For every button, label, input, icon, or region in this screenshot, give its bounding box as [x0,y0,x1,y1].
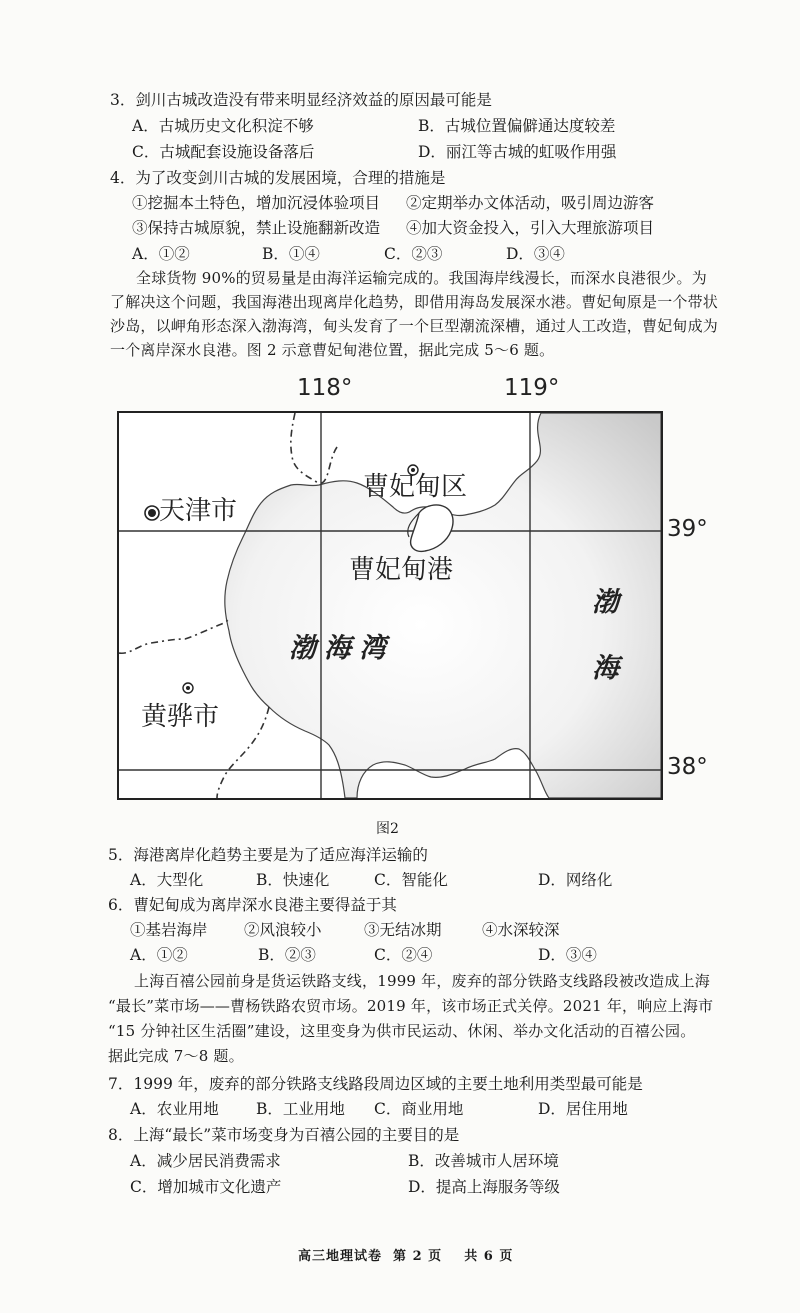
passage-2-line: “15 分钟社区生活圈”建设，这里变身为供市民运动、休闲、举办文化活动的百禧公园。 [108,1022,696,1040]
q8-option-d: D．提高上海服务等级 [408,1178,560,1196]
q4-option-a: A．①② [132,245,190,263]
q6-statement-4: ④水深较深 [482,921,560,939]
q8-option-b: B．改善城市人居环境 [408,1152,559,1170]
question-6-stem: 6．曹妃甸成为离岸深水良港主要得益于其 [108,896,397,914]
longitude-119-label: 119° [504,375,560,401]
longitude-118-label: 118° [297,375,353,401]
bohai-label-char-1: 渤 [592,587,619,618]
tianjin-city-symbol [145,506,159,520]
q6-option-b: B．②③ [258,946,316,964]
map-drawing [119,413,661,798]
passage-2-line: 上海百禧公园前身是货运铁路支线，1999 年，废弃的部分铁路支线路段被改造成上海 [134,972,710,990]
q3-option-c: C．古城配套设施设备落后 [132,143,315,161]
q4-option-d: D．③④ [506,245,565,263]
latitude-39-label: 39° [667,516,708,542]
q6-statement-3: ③无结冰期 [364,921,442,939]
q7-option-c: C．商业用地 [374,1100,464,1118]
question-7-stem: 7．1999 年，废弃的部分铁路支线路段周边区域的主要土地利用类型最可能是 [108,1075,643,1093]
question-3-stem: 3．剑川古城改造没有带来明显经济效益的原因最可能是 [110,91,492,109]
huanghua-label: 黄骅市 [141,702,220,732]
q8-option-c: C．增加城市文化遗产 [130,1178,282,1196]
q6-option-d: D．③④ [538,946,597,964]
q4-statement-1: ①挖掘本土特色，增加沉浸体验项目 [132,194,381,212]
q4-statement-4: ④加大资金投入，引入大理旅游项目 [406,219,655,237]
latitude-38-label: 38° [667,754,708,780]
q3-option-a: A．古城历史文化积淀不够 [132,117,314,135]
passage-1-line: 了解决这个问题，我国海港出现离岸化趋势，即借用海岛发展深水港。曹妃甸原是一个带状 [110,293,719,311]
figure-caption: 图2 [376,821,399,837]
q7-option-a: A．农业用地 [130,1100,219,1118]
huanghua-city-symbol [183,683,193,693]
q5-option-d: D．网络化 [538,871,613,889]
question-4-stem: 4．为了改变剑川古城的发展困境，合理的措施是 [110,169,446,187]
q6-statement-2: ②风浪较小 [244,921,322,939]
page-footer: 高三地理试卷 第 2 页 共 6 页 [298,1249,514,1264]
passage-1-line: 沙岛，以岬角形态深入渤海湾，甸头发育了一个巨型潮流深槽，通过人工改造，曹妃甸成为 [110,317,719,335]
q6-option-c: C．②④ [374,946,433,964]
passage-1-line: 全球货物 90%的贸易量是由海洋运输完成的。我国海岸线漫长，而深水良港很少。为 [136,269,707,287]
q5-option-b: B．快速化 [256,871,330,889]
caofeidian-map [117,411,663,800]
q7-option-d: D．居住用地 [538,1100,628,1118]
q7-option-b: B．工业用地 [256,1100,345,1118]
q3-option-b: B．古城位置偏僻通达度较差 [418,117,616,135]
q6-option-a: A．①② [130,946,188,964]
question-5-stem: 5．海港离岸化趋势主要是为了适应海洋运输的 [108,846,428,864]
q4-option-c: C．②③ [384,245,443,263]
q5-option-c: C．智能化 [374,871,448,889]
q4-statement-2: ②定期举办文体活动，吸引周边游客 [406,194,655,212]
question-8-stem: 8．上海“最长”菜市场变身为百禧公园的主要目的是 [108,1126,460,1144]
caofeidian-district-label: 曹妃甸区 [363,472,468,502]
q4-statement-3: ③保持古城原貌，禁止设施翻新改造 [132,219,381,237]
caofeidian-port-label: 曹妃甸港 [349,555,454,585]
passage-2-line: “最长”菜市场——曹杨铁路农贸市场。2019 年，该市场正式关停。2021 年，响应上海市 [108,997,714,1015]
q3-option-d: D．丽江等古城的虹吸作用强 [418,143,617,161]
q5-option-a: A．大型化 [130,871,204,889]
passage-1-line: 一个离岸深水良港。图 2 示意曹妃甸港位置，据此完成 5～6 题。 [110,341,555,359]
bohai-bay-label: 渤海湾 [289,633,394,664]
q8-option-a: A．减少居民消费需求 [130,1152,281,1170]
q4-option-b: B．①④ [262,245,320,263]
tianjin-label: 天津市 [159,496,238,526]
q6-statement-1: ①基岩海岸 [130,921,208,939]
bohai-label-char-2: 海 [592,653,619,684]
passage-2-line: 据此完成 7～8 题。 [108,1047,244,1065]
